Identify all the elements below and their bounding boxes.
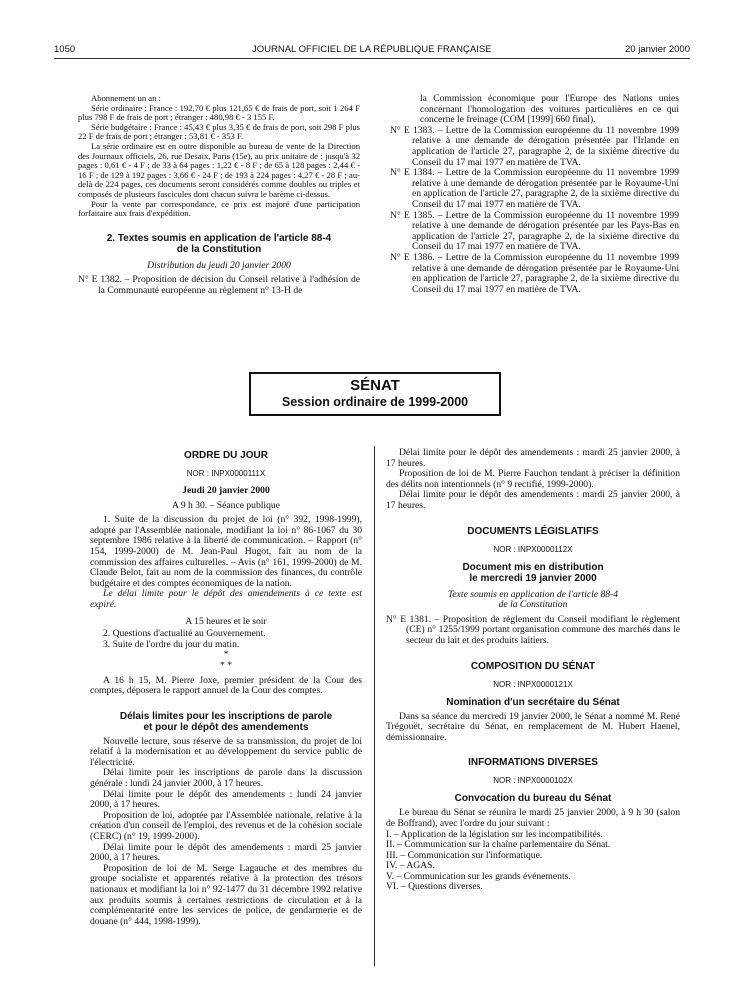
convocation-item-4: IV. – AGAS. — [386, 860, 435, 872]
informations-nor: NOR : INPX0000102X — [493, 776, 573, 786]
document-mis-line2: le mercredi 19 janvier 2000 — [469, 572, 597, 584]
journal-title: JOURNAL OFFICIEL DE LA RÉPUBLIQUE FRANÇAISE — [252, 44, 492, 55]
seance-matin: A 9 h 30. – Séance publique — [172, 499, 280, 511]
senat-title: SÉNAT — [350, 377, 400, 394]
subscription-heading: Abonnement un an : — [91, 93, 161, 103]
composition-senat-title: COMPOSITION DU SÉNAT — [470, 660, 596, 672]
texte-soumis-line2: de la Constitution — [498, 599, 568, 611]
senat-title-box — [249, 372, 501, 416]
separator-star-bottom: * * — [220, 659, 232, 671]
e1382-continuation: la Commission économique pour l'Europe des Nations unies concernant l'homologation des voitures particulières en ce qui concerne le freinage (COM [1999] 660 final). — [420, 93, 679, 126]
documents-legislatifs-title: DOCUMENTS LÉGISLATIFS — [467, 525, 599, 537]
column-separator — [374, 446, 375, 966]
texte-soumis-line1: Texte soumis en application de l'article 88-4 — [447, 588, 619, 600]
header-rule — [54, 58, 690, 59]
top-right-column — [390, 94, 679, 295]
document-e1382: N° E 1382. – Proposition de décision du Conseil relative à l'adhésion de la Communauté européenne au règlement n° 13-H de — [78, 274, 360, 296]
subscription-ordinaire: Série ordinaire : France : 192,70 € plus 121,65 € de frais de port, soit 1 264 F plus 798 F de frais de port ; étranger : 480,98 € - 3 155 F. — [78, 102, 360, 123]
proposition-cerc: Proposition de loi, adoptée par l'Assemblée nationale, relative à la création d'un conseil de l'emploi, des revenus et de la cohésion sociale (CERC) (n° 19, 1999-2000). — [90, 809, 362, 843]
top-left-column — [78, 94, 360, 297]
ordre-item-1-note: Le délai limite pour le dépôt des amendements à ce texte est expiré. — [90, 588, 362, 610]
senat-session: Session ordinaire de 1999-2000 — [281, 395, 469, 409]
document-e1386: N° E 1386. – Lettre de la Commission européenne du 11 novembre 1999 relative à une demande de dérogation présentée par le Royaume-Uni en application de l'article 27, paragraphe 2, de la sixième directive du Conseil du 17 mai 1977 en matière de TVA. — [390, 251, 679, 295]
proposition-fauchon: Proposition de loi de M. Pierre Fauchon tendant à préciser la définition des délits non intentionnels (n° 9 rectifié, 1999-2000). — [386, 468, 680, 490]
convocation-item-2: II. – Communication sur la chaîne parlementaire du Sénat. — [386, 839, 611, 851]
ordre-item-2: 2. Questions d'actualité au Gouvernement. — [103, 628, 266, 640]
convocation-item-1: I. – Application de la législation sur les incompatibilités. — [386, 828, 603, 840]
page-header — [54, 44, 690, 58]
convocation-text: Le bureau du Sénat se réunira le mardi 25 janvier 2000, à 9 h 30 (salon de Boffrand), avec l'ordre du jour suivant : — [386, 807, 680, 829]
composition-nor: NOR : INPX0000121X — [493, 679, 573, 689]
left-column — [90, 450, 362, 927]
delai-amendements-lagauche: Délai limite pour le dépôt des amendements : mardi 25 janvier 2000, à 17 heures. — [386, 447, 680, 469]
subscription-budgetaire: Série budgétaire : France : 45,43 € plus 3,35 € de frais de port, soit 298 F plus 22 F de frais de port ; étranger : 53,81 € - 353 F. — [78, 121, 360, 142]
section-title-88-4: 2. Textes soumis en application de l'article 88-4 — [106, 232, 332, 244]
convocation-item-5: V. – Communication sur les grands événements. — [386, 870, 571, 882]
delai-parole: Délai limite pour les inscriptions de parole dans la discussion générale : lundi 24 janvier 2000, à 17 heures. — [90, 767, 362, 790]
ordre-item-1: 1. Suite de la discussion du projet de loi (n° 392, 1998-1999), adopté par l'Assemblée nationale, modifiant la loi n° 86-1067 du 30 septembre 1986 relative à la liberté de communication. – Rapport (n° 154, 1999-2000) de M. Jean-Paul Hugot, fait au nom de la commission des affaires culturelles. – Avis (n° 161, 1999-2000) de M. Claude Belot, fait au nom de la commission des finances, du contrôle budgétaire et des comptes économiques de la nation. — [90, 514, 362, 589]
section-title-constitution: de la Constitution — [176, 243, 262, 255]
documents-nor: NOR : INPX0000112X — [493, 544, 573, 554]
document-mis-line1: Document mis en distribution — [462, 561, 604, 573]
convocation-item-6: VI. – Questions diverses. — [386, 881, 483, 893]
header-date: 20 janvier 2000 — [625, 44, 690, 55]
page-number: 1050 — [54, 44, 76, 55]
delai-amendements-cerc: Délai limite pour le dépôt des amendements : mardi 25 janvier 2000, à 17 heures. — [90, 841, 362, 864]
document-e1381: N° E 1381. – Proposition de règlement du Conseil modifiant le règlement (CE) n° 1255/1999 portant organisation commune des marchés dans le secteur du lait et des produits laitiers. — [386, 613, 680, 646]
delais-title-line2: et pour le dépôt des amendements — [143, 721, 309, 733]
nomination-title: Nomination d'un secrétaire du Sénat — [446, 696, 620, 708]
document-e1384: N° E 1384. – Lettre de la Commission européenne du 11 novembre 1999 relative à une demande de dérogation présentée par le Royaume-Uni en application de l'article 27, paragraphe 2, de la sixième directive du Conseil du 17 mai 1977 en matière de TVA. — [390, 167, 679, 210]
document-e1383: N° E 1383. – Lettre de la Commission européenne du 11 novembre 1999 relative à une demande de dérogation présentée par l'Irlande en application de l'article 27, paragraphe 2, de la sixième directive du Conseil du 17 mai 1977 en matière de TVA. — [390, 124, 679, 168]
ordre-nor: NOR : INPX0000111X — [186, 469, 266, 478]
convocation-item-3: III. – Communication sur l'informatique. — [386, 849, 543, 861]
ordre-item-3: 3. Suite de l'ordre du jour du matin. — [103, 638, 240, 650]
distribution-date: Distribution du jeudi 20 janvier 2000 — [147, 259, 291, 271]
subscription-vente: La série ordinaire est en outre disponible au bureau de vente de la Direction des Journaux officiels, 26, rue Desaix, Paris (15e), au prix unitaire de : jusqu'à 32 pages : 0,61 € - 4 F ; de 33 à 64 pages : 1,22 € - 8 F ; de 65 à 128 pages : 2,44 € - 16 F ; de 129 à 192 pages : 3,66 € - 24 F ; de 193 à 224 pages : 4,27 € - 28 F ; au-delà de 224 pages, ces documents seront considérés comme doubles ou triples et composés de plusieurs fascicules dont chacun suivra le barème ci-dessus. — [78, 140, 360, 199]
informations-diverses-title: INFORMATIONS DIVERSES — [468, 757, 598, 769]
ordre-du-jour-title: ORDRE DU JOUR — [184, 450, 268, 461]
joxe-rapport: A 16 h 15, M. Pierre Joxe, premier président de la Cour des comptes, déposera le rapport annuel de la Cour des comptes. — [90, 674, 362, 697]
separator-star-top: * — [223, 649, 229, 661]
nomination-text: Dans sa séance du mercredi 19 janvier 2000, le Sénat a nommé M. René Trégouët, secrétaire du Sénat, en remplacement de M. Hubert Haenel, démissionnaire. — [386, 710, 680, 743]
right-column — [386, 448, 680, 893]
delai-amendements-fauchon: Délai limite pour le dépôt des amendements : mardi 25 janvier 2000, à 17 heures. — [386, 489, 680, 511]
proposition-lagauche: Proposition de loi de M. Serge Lagauche et des membres du groupe socialiste et apparentés relative à la protection des trésors nationaux et modifiant la loi n° 92-1477 du 31 décembre 1992 relative aux produits soumis à certaines restrictions de circulation et à la complémentarité entre les services de police, de gendarmerie et de douane (n° 444, 1998-1999). — [90, 862, 362, 927]
seance-soir: A 15 heures et le soir — [185, 615, 267, 627]
document-e1385: N° E 1385. – Lettre de la Commission européenne du 11 novembre 1999 relative à une demande de dérogation présentée par les Pays-Bas en application de l'article 27, paragraphe 2, de la sixième directive du Conseil du 17 mai 1977 en matière de TVA. — [390, 209, 679, 253]
delais-title-line1: Délais limites pour les inscriptions de parole — [119, 710, 333, 722]
convocation-title: Convocation du bureau du Sénat — [454, 793, 612, 805]
jeudi-date: Jeudi 20 janvier 2000 — [182, 485, 270, 496]
delai-amendements-1: Délai limite pour le dépôt des amendements : lundi 24 janvier 2000, à 17 heures. — [90, 788, 362, 811]
nouvelle-lecture: Nouvelle lecture, sous réserve de sa transmission, du projet de loi relatif à la modernisation et au développement du service public de l'électricité. — [90, 735, 362, 768]
subscription-correspondance: Pour la vente par correspondance, ce prix est majoré d'une participation forfaitaire aux frais d'expédition. — [78, 198, 360, 219]
